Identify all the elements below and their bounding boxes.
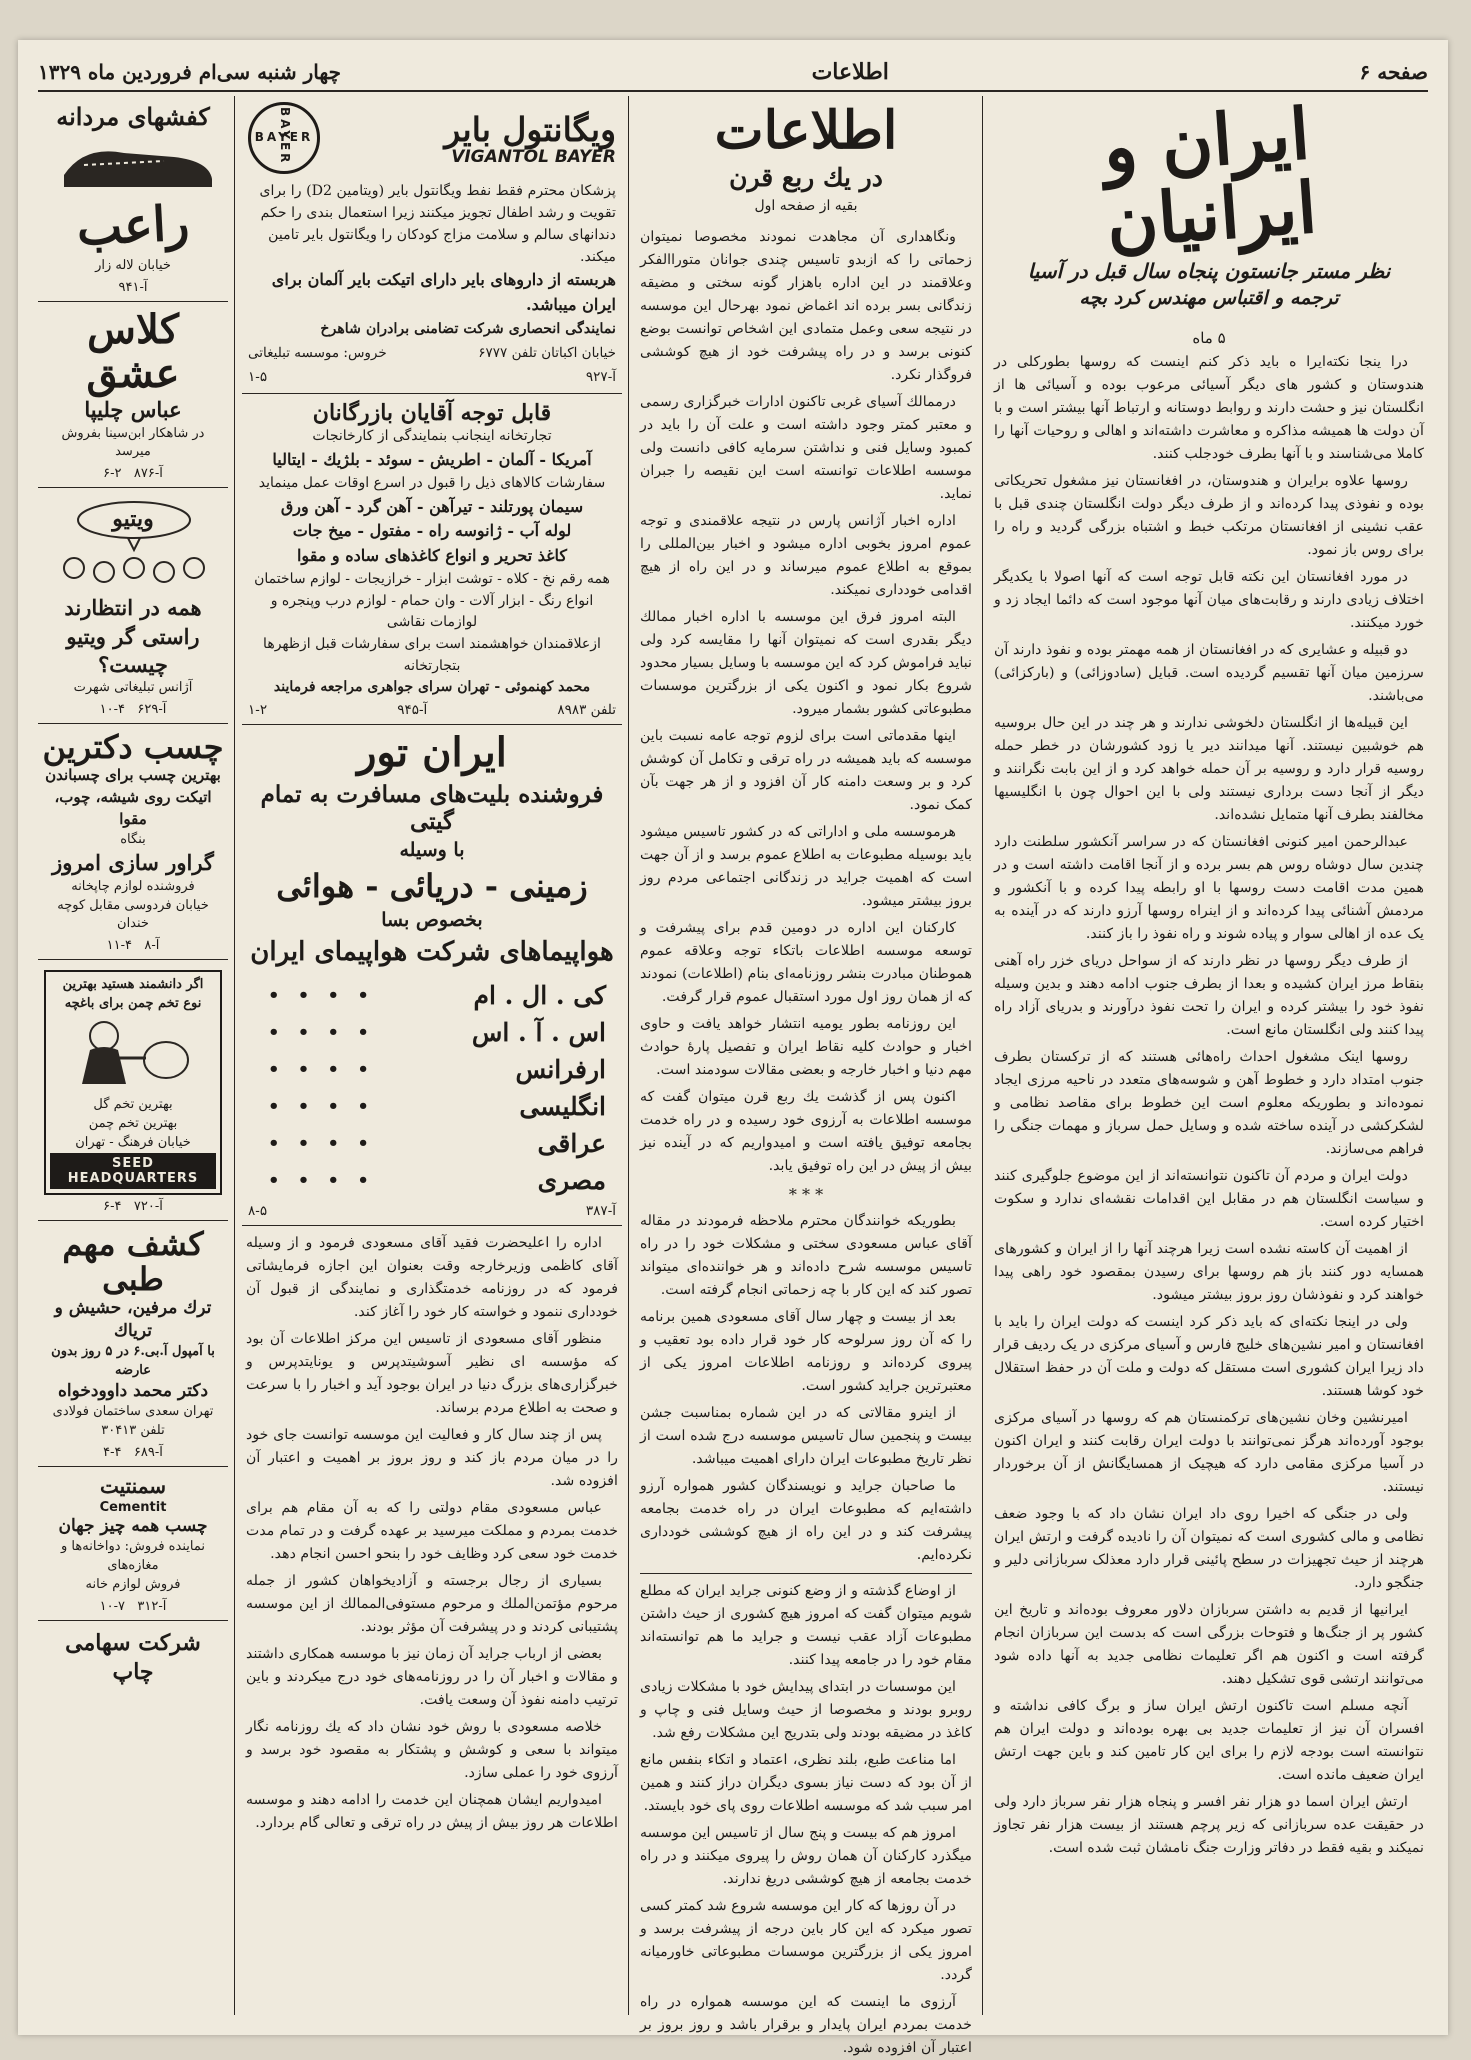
column-small-ads [38, 96, 228, 2015]
ad-code: آ-۹۴۱ [118, 280, 148, 296]
paragraph: کارکنان این اداره در دومین قدم برای پیشرفت و توسعه موسسه اطلاعات باتکاء توجه وعلاقه عموم هموطنان مبادرت بنشر روزنامه‌ای بنام (اطلاعات) نمودند که از همان روز اول مورد استقبال عموم قرار گرفت. [640, 920, 972, 1006]
glue-line: اتیکت روی شیشه، چوب، مقوا [54, 788, 212, 828]
gardener-icon [46, 1014, 216, 1096]
paragraph: از اوضاع گذشته و از وضع کنونی جراید ایران که مطلع شویم میتوان گفت که امروز هیچ کشوری از حیث داشتن مطبوعات آزاد عقب نیست و جراید ما هم توانسته‌اند مقام خود را در جامعه پیدا کنند. [640, 1583, 972, 1669]
dot-leader: • • • • [268, 1133, 375, 1155]
paragraph: بطوریکه خوانندگان محترم ملاحظه فرمودند در مقاله آقای عباس مسعودی سختی و مشکلات خود را در راه تاسیس موسسه شرح داده‌اند و هر خواننده‌ای میتواند تصور کند که این کار با چه زحماتی انجام گرفته است. [640, 1213, 972, 1299]
paragraph: اما مناعت طبع، بلند نظری، اعتماد و اتکاء بنفس مانع از آن بود که دست نیاز بسوی دیگران دراز کنند و همین امر سبب شد که موسسه اطلاعات روی پای خود بایستد. [640, 1752, 972, 1815]
traders-phone: تلفن ۸۹۸۳ [557, 702, 616, 719]
cement-line: چسب همه چیز جهان [58, 1516, 208, 1537]
paragraph: از طرف دیگر روسها در نظر دارند که از سواحل دریای خزر راه آهنی بنقاط مرز ایران کشیده و بعدا از بطرف جنوب ادامه دهند و بدین وسیله نفوذ خود را بیشتر کرده و ایران را تحت نفوذ درآورند و بدریای آزاد راه پیدا کنند ولی انگلستان مانع است. [994, 953, 1424, 1038]
vitio-codes [42, 702, 224, 717]
paragraph: اداره را اعلیحضرت فقید آقای مسعودی فرمود و از وسیله آقای کاظمی وزیرخارجه وقت بعنوان این اجازه فرمایشاتی فرمود که در روزنامه خدمتگذاری و نمایندگی از قبول آن خودداری ننمود و خواسته کار خود را آغاز کند. [246, 1235, 618, 1321]
vigantol-agent: نمایندگی انحصاری شرکت تضامنی برادران شاهرخ [320, 320, 616, 337]
ad-shoes [38, 96, 228, 302]
article-subtitle: نظر مستر جانستون پنجاه سال قبل در آسیا [1027, 259, 1391, 283]
ad-code: آ-۶۸۹ [133, 1445, 163, 1461]
glue-codes [42, 938, 224, 953]
cement-line: فروش لوازم خانه [85, 1576, 181, 1592]
paragraph: اینها مقدماتی است برای لزوم توجه عامه نسبت باین موسسه که باید همیشه در راه ترقی و تکامل آن کوشش کرد و بر وسعت دامنه کار آن افزود و از هر جهت بآن کمک نمود. [640, 728, 972, 814]
paragraph: روسها اینک مشغول احداث راه‌هائی هستند که از ترکستان بطرف جنوب امتداد دارد و خطوط آهن و شوسه‌های متعدد در ناحیه مرزی ایجاد نموده‌اند و بطوریکه معلوم است این خطوط برای مقاصد نظامی و لشکرکشی در آینده ساخته شده و وسایل حمل سرباز و مهمات جنگی را فراهم می‌سازند. [994, 1049, 1424, 1157]
ad-code: ۴-۱۱ [106, 938, 132, 954]
vitio-agency: آژانس تبلیغاتی شهرت [73, 680, 193, 696]
newspaper-name: اطلاعات [811, 59, 889, 85]
article-subtitle: در یك ربع قرن [729, 163, 883, 193]
column-ads-center [242, 96, 622, 2015]
airline-item [258, 981, 606, 1010]
ad-code: آ-۶۲۹ [137, 702, 167, 718]
shoe-icon [44, 135, 224, 195]
ad-code: آ-۸۷۶ [133, 466, 163, 482]
ad-vigantol-bayer [242, 96, 622, 394]
traders-line: محمد کهنموئی - تهران سرای جواهری مراجعه فرمایند [273, 679, 591, 696]
article-body [990, 351, 1428, 1860]
print-company-name: شرکت سهامی چاپ [65, 1629, 201, 1686]
page-header [38, 54, 1428, 92]
paragraph: ایرانیها از قدیم به داشتن سربازان دلاور معروف بوده‌اند و تاریخ این کشور پر از جنگ‌ها و فتوحات بزرگی است که بدست این سربازان انجام گرفته است و اکنون هم اگر تعلیمات نظامی جدید به آنها داده شود می‌توانند ارتشی قوی تشکیل دهند. [994, 1602, 1424, 1687]
paragraph: عبدالرحمن امیر کنونی افغانستان که در سراسر آنکشور سلطنت دارد چندین سال دوشاه روس هم بسر برده و از آنجا اقامت داشته است و در همین مدت اقامت دست روسها با او رابطه پیدا کرده و با آنکشور و مردمش آشنائی پیدا کرده‌اند و از اینراه روسها آرزو دارند که در آینده به یک عده از اهالی سوار و پیاده شوند و راه نفوذ را باز کنند. [994, 834, 1424, 942]
seed-figure [50, 1014, 216, 1096]
paragraph: امیدواریم ایشان همچنان این خدمت را ادامه دهند و موسسه اطلاعات هر روز بیش از پیش در راه ترقی و تعالی گام بردارد. [246, 1792, 618, 1832]
bayer-cross-logo [248, 102, 320, 174]
airline-name: مصری [537, 1166, 606, 1196]
tour-modes: زمینی - دریائی - هوائی [276, 867, 588, 906]
seed-line: بهترین تخم چمن [88, 1115, 178, 1131]
divider [640, 1573, 972, 1574]
seed-line: نوع تخم چمن برای باغچه [64, 996, 202, 1012]
shoe-illustration [42, 135, 224, 195]
ad-code: ۸-۵ [248, 1203, 268, 1220]
paragraph: بسیاری از رجال برجسته و آزادیخواهان کشور از جمله مرحوم مؤتمن‌الملك و مرحوم مستوفی‌الممالك از این موسسه پشتیبانی کردند و در پیشرفت آن مؤثر بودند. [246, 1573, 618, 1636]
medical-line: با آمپول آ.بی.۶ در ۵ روز بدون عارضه [51, 1343, 215, 1378]
paragraph: امیرنشین وخان نشین‌های ترکمنستان هم که روسها در آسیای مرکزی بوجود آورده‌اند هرگز نمی‌توانند با دولت ایران رقابت کنند و ایران اکنون در آسیا مرکزی مقامی دارد که هیچیک از همسایگانش از آن برخوردار نیستند. [994, 1410, 1424, 1495]
ad-seed [38, 960, 228, 1220]
class-where: در شاهکار ابن‌سینا بفروش میرسد [61, 425, 205, 460]
seed-line: خیابان فرهنگ - تهران [75, 1134, 191, 1150]
newspaper-page [18, 40, 1448, 2057]
vigantol-footer [248, 343, 616, 364]
glue-line: بهترین چسب برای چسباندن [45, 766, 221, 785]
vigantol-title-fa: ویگانتول بایر [444, 109, 616, 149]
paragraph: عباس مسعودی مقام دولتی را که به آن مقام هم برای خدمت بمردم و مملکت میرسید بر عهده گرفت و در تمام مدت خدمت خود سعی کرد وظایف خود را بنحو احسن انجام دهد. [246, 1500, 618, 1563]
page-number: صفحه ۶ [1359, 60, 1428, 84]
traders-line: همه رقم نخ - کلاه - توشت ابزار - خرازیجات - لوازم ساختمان [254, 571, 610, 587]
issue-date: چهار شنبه سی‌ام فروردین ماه ۱۳۲۹ [38, 60, 341, 84]
paragraph: در آن روزها که کار این موسسه شروع شد کمتر کسی تصور میکرد که این کار باین درجه از پیشرفت برسد و امروز یکی از بزرگترین موسسات مطبوعاتی خاورمیانه گردد. [640, 1898, 972, 1984]
shoes-brand: راعب [75, 195, 191, 257]
ad-code: ۷-۱۰ [99, 1598, 125, 1614]
vitio-line: همه در انتظارند [64, 595, 202, 621]
airline-name: کی . ال . ام [473, 981, 606, 1011]
glue-line: گراور سازی امروز [52, 850, 214, 876]
airline-item [258, 1166, 606, 1195]
article-title: اطلاعات [714, 100, 898, 161]
medical-line: دکتر محمد داوودخواه [57, 1381, 209, 1402]
ad-code: ۴-۴ [103, 1445, 122, 1461]
tour-company: هواپیماهای شرکت هواپیمای ایران [250, 937, 614, 968]
continued-note: بقیه از صفحه اول [754, 198, 858, 215]
article-masthead [990, 91, 1428, 315]
traders-line: کاغذ تحریر و انواع کاغذهای ساده و مقوا [296, 546, 567, 566]
paragraph: درا ینجا نکته‌ایرا ه باید ذکر کنم اینست که روسها بطورکلی در هندوستان و کشور های دیگر آسیائی مرعوب بوده و آسیائی ها از انگلستان نیز و حشت دارند و روابط دوستانه و ارتباط آنها بیشتر است و با آن دولت ها همیشه مذاکره و معاشرت داشته‌اند و اهالی و روحیات آنها را کاملا می‌شناسند و با آنها بطرف خودجلب کنند. [994, 354, 1424, 462]
ad-vitio [38, 488, 228, 724]
section-divider: * * * [788, 1185, 824, 1205]
seed-codes [42, 1199, 224, 1214]
medical-line: ترك مرفين، حشیش و تریاك [54, 1297, 212, 1341]
traders-line: تجارتخانه اینجانب بنمایندگی از کارخانجات [312, 428, 552, 445]
traders-title: قابل توجه آقایان بازرگانان [312, 400, 552, 427]
tour-codes [248, 1203, 616, 1219]
column-rule [982, 96, 983, 2015]
ad-code: آ-۳۱۲ [137, 1598, 167, 1614]
ettelaat-heading [636, 96, 976, 226]
paragraph: دولت ایران و مردم آن تاکنون نتوانسته‌اند از این موضوع جلوگیری کنند و سیاست انگلستان هم در مقابل این اقدامات نقشه‌ای ندارد و سکوت اختیار کرده است. [994, 1168, 1424, 1230]
paragraph: درممالك آسیای غربی تاکنون ادارات خبرگزاری رسمی و معتبر کمتر وجود داشته است و علت آن را باید در کمبود وسایل فنی و نداشتن سرمایه کافی دانست ولی موسسه اطلاعات توانسته است این نقیصه را جبران نماید. [640, 394, 972, 503]
airline-name: انگلیسی [519, 1092, 606, 1122]
seed-brand-en: SEED HEADQUARTERS [50, 1153, 216, 1189]
cement-title-en: Cementit [99, 1500, 167, 1516]
ad-code: ۱-۵ [248, 368, 268, 385]
paragraph: این موسسات در ابتدای پیدایش خود با مشکلات زیادی روبرو بودند و مخصوصا از حیث وسایل فنی و چاپ و کاغذ در مضیقه بودند ولی بتدریج این مشکلات رفع شد. [640, 1679, 972, 1742]
ad-print-company [38, 1621, 228, 1696]
vigantol-dist: خروس: موسسه تبلیغاتی [248, 344, 387, 361]
bayer-logo-horizontal: BAYER [254, 130, 314, 144]
column-rule [234, 96, 235, 2015]
cement-title-fa: سمنتیت [99, 1474, 167, 1499]
vitio-line: راستی گر ویتیو چیست؟ [66, 623, 200, 677]
traders-lines [248, 426, 616, 699]
dot-leader: • • • • [268, 1096, 375, 1118]
dot-leader: • • • • [268, 1170, 375, 1192]
paragraph: از اینرو مقالاتی که در این شماره بمناسبت جشن بیست و پنجمین سال تاسیس موسسه درج شده است از نظر تاریخ مطبوعات ایران دارای اهمیت میباشد. [640, 1405, 972, 1468]
columns [38, 91, 1428, 2057]
article-title: ایران و ایرانیان [1100, 91, 1320, 263]
vigantol-body [248, 180, 616, 387]
vigantol-text: پزشکان محترم فقط نفط ویگانتول بایر (ویتامین D2) را برای تقویت و رشد اطفال تجویز میکنند زیرا استعمال بندی را حکم دندانهای سالم و سلامت مزاج کودکان را ویگانتول بایر تامین میکند. [259, 183, 616, 265]
medical-title: کشف مهم طبی [62, 1224, 204, 1298]
column-iran-article [990, 91, 1428, 2015]
medical-line: تلفن ۳۰۴۱۳ [101, 1423, 165, 1439]
vigantol-slogan: هربسته از داروهای بایر دارای اتیکت بایر آلمان برای ایران میباشد. [271, 270, 616, 314]
paragraph: اداره اخبار آژانس پارس در نتیجه علاقمندی و توجه عموم امروز بخوبی اداره میشود و اخبار بین‌المللی را بموقع به اطلاع عموم میرساند و در این راه از هیچ اقدامی خودداری نمیکند. [640, 513, 972, 599]
ad-traders [242, 394, 622, 725]
traders-line: ازعلاقمندان خواهشمند است برای سفارشات قبل ازظهرها بتجارتخانه [263, 636, 601, 674]
article-body [636, 226, 976, 2060]
medical-codes [42, 1445, 224, 1460]
class-author: عباس چلیپا [84, 397, 182, 423]
tour-title: ایران تور [357, 729, 507, 777]
tour-line: بخصوص بسا [381, 909, 483, 932]
cement-codes [42, 1599, 224, 1614]
vitio-cartoon [42, 498, 224, 590]
paragraph: البته امروز فرق این موسسه با اداره اخبار ممالك دیگر بقدری است که نمیتوان آنها را مقایسه کرد ولی نباید فراموش کرد که این موسسه با وسایل بسیار محدود شروع بکار نمود و اکنون یکی از بزرگترین موسسات مطبوعاتی کشور بشمار میرود. [640, 609, 972, 718]
dot-leader: • • • • [268, 1059, 375, 1081]
ad-code: آ-۹۴۵ [397, 702, 428, 719]
dot-leader: • • • • [268, 985, 375, 1007]
paragraph: دو قبیله و عشایری که در افغانستان از همه مهمتر بوده و نفوذ دارند آن سرزمین میان آنها تقسیم گردیده است. قبایل (سادوزائی) و (بارکزائی) می‌باشند. [994, 642, 1424, 704]
cement-line: نماینده فروش: دواخانه‌ها و مغازه‌های [61, 1539, 205, 1573]
ad-code: ۲-۶ [103, 466, 122, 482]
paragraph: روسها علاوه برایران و هندوستان، در افغانستان نیز مشغول تحریکاتی بوده و نفوذی پیدا کرده‌اند و از طرف دیگر دولت انگلستان چندی قبل با عقب نشینی از افغانستان مرتکب خبط و اشتباه بزرگی گردید و راه را برای روس باز نمود. [994, 473, 1424, 558]
paragraph: آنچه مسلم است تاکنون ارتش ایران ساز و برگ کافی نداشته و افسران آن نیز از تعلیمات جدید بی بهره بوده‌اند و دولت ایران هم نتوانسته است بودجه لازم را برای این کار تامین کند و باین جهت ارتش ایران ضعیف مانده است. [994, 1698, 1424, 1783]
class-title: کلاس عشق [86, 306, 180, 398]
glue-line: بنگاه [120, 831, 146, 847]
paragraph: ارتش ایران اسما دو هزار نفر افسر و پنجاه هزار نفر سرباز دارد ولی در حقیقت عده سربازانی که زیر پرچم هستند از بیست هزار نفر تجاوز نمیکند و بقیه فقط در دفاتر وزارت جنگ نامشان ثبت شده است. [994, 1794, 1424, 1856]
ad-cementit [38, 1467, 228, 1620]
seed-line: بهترین تخم گل [93, 1096, 173, 1112]
ad-code: ۴-۱۰ [99, 702, 125, 718]
bottom-article-body [242, 1232, 622, 1835]
shoes-address: خیابان لاله زار [95, 258, 171, 274]
tour-line: با وسیله [399, 839, 465, 862]
medical-line: تهران سعدی ساختمان فولادی [52, 1404, 214, 1420]
paragraph: بعضی از ارباب جراید آن زمان نیز با موسسه همکاری داشتند و مقالات و اخبار آن را در روزنامه‌های خود درج میکردند و باین ترتیب دامنه نفوذ آن وسعت یافت. [246, 1646, 618, 1709]
vitio-bubble: ویتیو [112, 506, 154, 533]
airline-name: ارفرانس [515, 1055, 606, 1085]
seed-line: اگر دانشمند هستید بهترین [62, 977, 204, 993]
traders-line: سیمان پورتلند - تیرآهن - آهن گرد - آهن ورق [280, 496, 584, 516]
ad-code: آ-۹۲۷ [585, 368, 616, 385]
airline-name: اس . آ . اس [471, 1018, 606, 1048]
traders-line: آمریکا - آلمان - اطریش - سوئد - بلژیك - ایتالیا [272, 450, 592, 470]
column-ettelaat-article [636, 96, 976, 2057]
traders-line: انواع رنگ - ابزار آلات - وان حمام - لوازم درب وپنجره و لوازمات نقاشی [270, 592, 594, 631]
traders-codes [248, 702, 616, 718]
article-translator: ترجمه و اقتباس مهندس کرد بچه [1079, 287, 1339, 309]
ad-code: آ-۷۲۰ [133, 1198, 163, 1214]
airline-item [258, 1055, 606, 1084]
airline-item [258, 1092, 606, 1121]
airline-name: عراقی [537, 1129, 606, 1159]
paragraph: منظور آقای مسعودی از تاسیس این مرکز اطلاعات آن بود که مؤسسه ای نظیر آسوشیتدپرس و یونایتدپرس و خبرگزاری‌های بزرگ دنیا در ایران بوجود آید و اخبار را با سرعت و صحت به اطلاع مردم برساند. [246, 1331, 618, 1417]
paragraph: اکنون پس از گذشت یك ربع قرن میتوان گفت که موسسه اطلاعات به آرزوی خود رسیده و در راه خدمت بجامعه توفیق یافته است و امیدواریم که در آینده نیز بیش از پیش در این راه توفیق یابد. [640, 1089, 972, 1175]
shoes-heading: کفشهای مردانه [56, 102, 210, 131]
paragraph: ولی در جنگی که اخیرا روی داد ایران نشان داد که با وجود ضعف نظامی و مالی کشوری است که نمیتوان آن را نادیده گرفت و ارتش ایران هرچند از حیث تجهیزات در سطح پائینی قرار دارد معذلک سربازانی دلیر و جنگجو دارد. [994, 1506, 1424, 1591]
ad-class-of-love [38, 302, 228, 488]
class-codes [42, 466, 224, 481]
glue-line: خیابان فردوسی مقابل کوچه خندان [57, 897, 209, 932]
traders-line: سفارشات کالاهای ذیل را قبول در اسرع اوقات عمل مینماید [258, 474, 606, 491]
paragraph: خلاصه مسعودی با روش خود نشان داد که یك روزنامه نگار میتواند با سعی و کوشش و پشتکار به مقصود خود برسد و آرزوی خود را عملی سازد. [246, 1719, 618, 1782]
vigantol-address: خیابان اکباتان تلفن ۶۷۷۷ [478, 344, 616, 361]
ad-code: ۱-۲ [248, 702, 268, 719]
article-lead: ۵ ماه [1192, 329, 1226, 347]
ad-iran-tour [242, 725, 622, 1226]
glue-title: چسب دکترین [42, 728, 224, 767]
paragraph: ونگاهداری آن مجاهدت نمودند مخصوصا نمیتوان زحماتی را که ازبدو تاسیس چندی جوانان متوراالفکر وعلاقمند در این اداره باهزار گونه سختی و مضیقه زندگانی بسر برده اند اغماض نمود بهرحال این موسسه در نتیجه سعی وعمل متمادی این اشخاص توانست بوضع کنونی برسد و در راه پیشرفت خود از هیچ کوششی فروگذار نکرد. [640, 229, 972, 384]
paragraph: امروز هم که بیست و پنج سال از تاسیس این موسسه میگذرد کارکنان آن همان روش را پیروی میکنند و در راه خدمت بجامعه از هیچ کوششی دریغ ندارند. [640, 1825, 972, 1888]
ad-glue [38, 724, 228, 960]
paragraph: هرموسسه ملی و اداراتی که در کشور تاسیس میشود باید بوسیله مطبوعات به اطلاع عموم برسد و از آن جهت است که اهمیت جراید در زندگانی اجتماعی مردم روز بروز بیشتر میشود. [640, 824, 972, 910]
paragraph: از اهمیت آن کاسته نشده است زیرا هرچند آنها را از ایران و کشورهای همسایه دور کنند باز هم روسها برای رسیدن بمقصود خود راهی پیدا خواهند کرد و نفوذشان روز بروز بیشتر میشود. [994, 1241, 1424, 1303]
airline-item [258, 1018, 606, 1047]
airline-item [258, 1129, 606, 1158]
ad-code: آ-۸ [144, 938, 160, 954]
vigantol-title-en: VIGANTOL BAYER [451, 146, 616, 167]
bayer-logo-vertical: BAYER [278, 107, 292, 166]
ad-code: ۴-۶ [103, 1198, 122, 1214]
vigantol-titles [320, 110, 616, 167]
dot-leader: • • • • [268, 1022, 375, 1044]
paragraph: پس از چند سال کار و فعالیت این موسسه توانست جای خود را در میان مردم باز کند و روز بروز بر اهمیت و اعتبار آن افزوده شد. [246, 1427, 618, 1490]
column-rule [628, 96, 629, 2015]
vigantol-codes [248, 367, 616, 388]
paragraph: ما صاحبان جراید و نویسندگان کشور همواره آرزو داشته‌ایم که مطبوعات ایران در راه خدمت بجامعه پیشرفت کند و در این راه از هیچ کوششی خودداری نکرده‌ایم. [640, 1478, 972, 1564]
paragraph: این روزنامه بطور یومیه انتشار خواهد یافت و حاوی اخبار و حوادث کلیه نقاط ایران و تفصیل پارهٔ حوادث مهم دنیا و اخبار خارجه و بعضی مقالات سودمند است. [640, 1016, 972, 1079]
traders-line: لوله آب - ژانوسه راه - مفتول - میخ جات [292, 521, 572, 541]
paragraph: در مورد افغانستان این نکته قابل توجه است که آنها اصولا با یکدیگر اختلاف زیادی دارند و رقابت‌های میان آنها موجود است که دائما ایجاد زد و خورد میکنند. [994, 569, 1424, 631]
seed-box [44, 970, 222, 1194]
paragraph: این قبیله‌ها از انگلستان دلخوشی ندارند و هر چند در این حال بروسیه هم خوشبین نیستند. آنها میدانند دیر یا زود کشورشان در خطر حمله روسیه قرار دارد و روسیه بر آن حمله خواهد کرد و از این بابت نگرانند و دیگر از آنجا دست برداری نیستند ولی با این احوال چون با انگلیسیها مخالفند بطرف آنها متمایل نشده‌اند. [994, 715, 1424, 823]
glue-line: فروشنده لوازم چاپخانه [71, 878, 195, 894]
ad-medical [38, 1221, 228, 1468]
paragraph: ولی در اینجا نکته‌ای که باید ذکر کرد اینست که دولت ایران را باید با افغانستان و امیر نشین‌های خلیج فارس و آسیای مرکزی در یک ردیف قرار داد زیرا ایران کشوری است مستقل که دولت و ملت آن در حفظ استقلال خود کوشا هستند. [994, 1314, 1424, 1399]
paragraph: بعد از بیست و چهار سال آقای مسعودی همین برنامه را که آن روز سرلوحه کار خود قرار داده بود تعقیب و پیروی کرده‌اند و روزنامه اطلاعات امروز یکی از معتبرترین جراید کشور است. [640, 1309, 972, 1395]
paragraph: آرزوی ما اینست که این موسسه همواره در راه خدمت بمردم ایران پایدار و برقرار باشد و روز بروز بر اعتبار آن افزوده شود. [640, 1994, 972, 2057]
bayer-header [248, 102, 616, 174]
ad-code: آ-۳۸۷ [585, 1203, 616, 1220]
airline-list [248, 981, 616, 1195]
tour-line: فروشنده بلیت‌های مسافرت به تمام گیتی [260, 781, 604, 836]
